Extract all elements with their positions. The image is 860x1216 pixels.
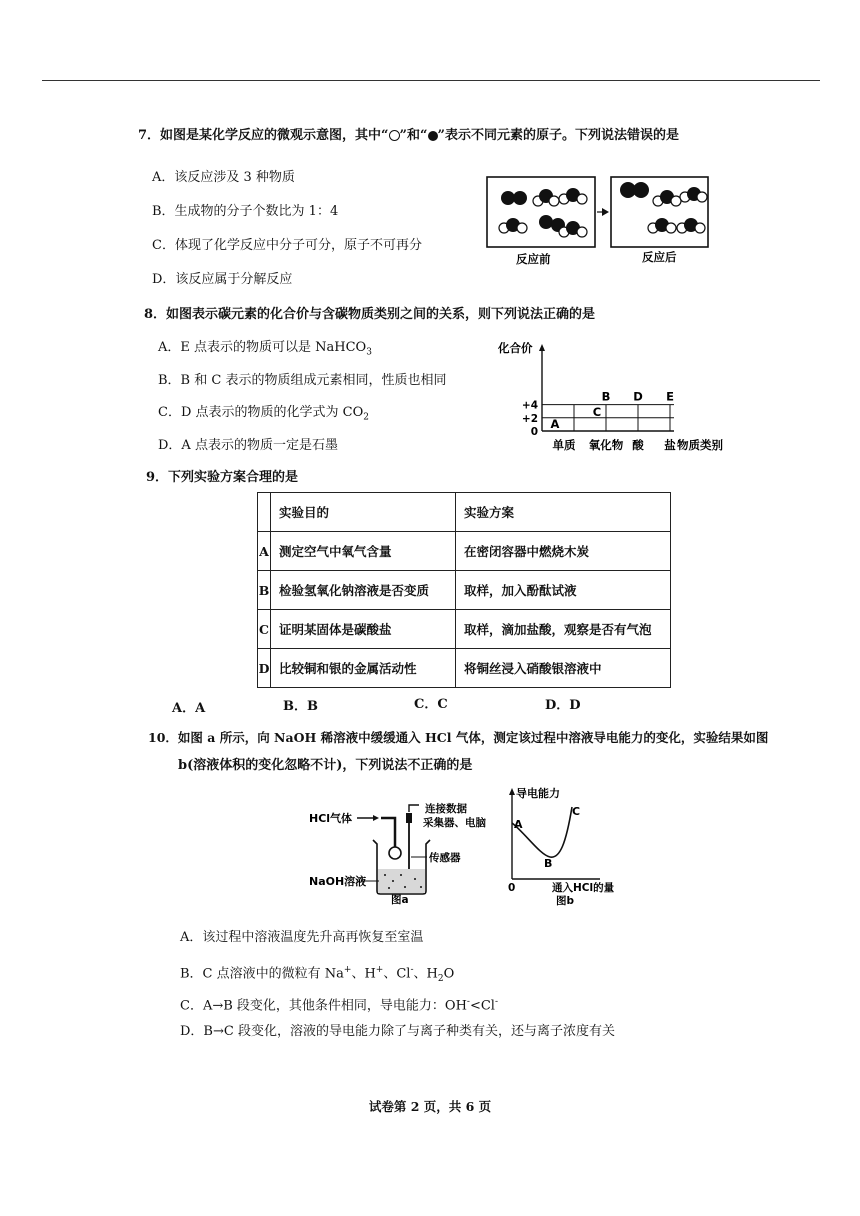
q7-option-d: D．该反应属于分解反应: [152, 272, 293, 287]
before-label: 反应前: [516, 252, 551, 266]
q8-option-a: [158, 340, 372, 361]
valence-tick-label: +2: [521, 412, 538, 425]
q8-option-c-sub: 2: [363, 412, 369, 423]
q10-stem-line2: b(溶液体积的变化忽略不计)，下列说法不正确的是: [178, 758, 473, 773]
valence-chart-ylabel: 化合价: [498, 341, 533, 355]
table-cell: 在密闭容器中燃烧木炭: [456, 532, 671, 571]
q7-stem-part2: ”和“: [399, 128, 428, 143]
q10-option-c: [180, 994, 498, 1014]
q10-b-text-3: 、Cl: [383, 966, 411, 982]
q8-option-a-text: A．E 点表示的物质可以是 NaHCO: [158, 340, 367, 355]
valence-tick-label: +4: [521, 399, 538, 412]
after-label: 反应后: [642, 250, 677, 264]
connect-label-1: 连接数据: [425, 803, 467, 815]
naoh-solution: [378, 869, 425, 893]
q10-b-sup-1: +: [343, 965, 352, 975]
q10-b-sub: 2: [437, 973, 444, 984]
valence-y-arrow: [539, 344, 545, 351]
valence-chart-ticks: [522, 400, 538, 438]
q7-stem-part3: ”表示不同元素的原子。下列说法错误的是: [437, 128, 679, 143]
table-cell: 将铜丝浸入硝酸银溶液中: [456, 649, 671, 688]
valence-point-label: A: [550, 417, 560, 431]
q8-option-c: [158, 405, 369, 426]
after-molecules: [620, 182, 707, 233]
connect-label-2: 采集器、电脑: [423, 817, 486, 829]
q7-option-b: B．生成物的分子个数比为 1：4: [152, 204, 339, 219]
sensor-head: [406, 813, 412, 823]
gas-bulb: [389, 847, 401, 859]
table-row: [258, 610, 671, 649]
q10-option-a: A．该过程中溶液温度先升高再恢复至室温: [180, 930, 424, 945]
q10-stem-line1: 10．如图 a 所示，向 NaOH 稀溶液中缓缓通入 HCl 气体，测定该过程中溶液导电能力的变化，实验结果如图: [148, 730, 769, 745]
valence-category-label: 盐: [664, 438, 676, 452]
valence-point-label: C: [592, 404, 602, 419]
q7-option-c: C．体现了化学反应中分子可分，原子不可再分: [152, 238, 422, 253]
table-cell: 取样，加入酚酞试液: [456, 571, 671, 610]
valence-point-label: E: [666, 389, 674, 404]
q7-option-a: A．该反应涉及 3 种物质: [152, 170, 295, 185]
conductivity-chart: [500, 783, 640, 911]
q10-b-text-1: B．C 点溶液中的微粒有 Na: [180, 966, 344, 982]
table-row: [258, 649, 671, 688]
conductivity-xlabel: 通入HCl的量: [552, 882, 615, 894]
q10-c-sup-2: -: [494, 997, 499, 1007]
q10-b-text-5: O: [443, 966, 455, 982]
q9-table: [257, 492, 671, 688]
valence-chart: [495, 338, 745, 456]
conductivity-point-label: C: [572, 805, 581, 818]
valence-point-label: D: [633, 389, 643, 404]
conductivity-curve: [512, 807, 572, 857]
q10-option-d: D．B→C 段变化，溶液的导电能力除了与离子种类有关，还与离子浓度有关: [180, 1024, 615, 1039]
conductivity-point-label: B: [544, 857, 553, 870]
q10-b-sup-2: +: [375, 965, 384, 975]
q10-c-text-1: C．A→B 段变化，其他条件相同，导电能力：OH: [180, 998, 467, 1014]
valence-category-label: 酸: [632, 438, 644, 452]
reaction-arrow-head: [602, 208, 609, 216]
q7-reaction-diagram: [478, 170, 728, 270]
white-atom-icon: [389, 130, 400, 141]
figure-a-caption: 图a: [391, 894, 409, 906]
q9-choice-d: D．D: [545, 698, 581, 713]
conductivity-origin: 0: [508, 882, 516, 894]
q10-b-text-4: 、H: [413, 966, 438, 982]
q8-stem: 8．如图表示碳元素的化合价与含碳物质类别之间的关系，则下列说法正确的是: [144, 307, 596, 322]
table-cell: 取样，滴加盐酸，观察是否有气泡: [456, 610, 671, 649]
q10-b-sup-3: -: [410, 965, 414, 975]
sensor-cable: [409, 805, 419, 812]
q10-c-text-2: <Cl: [469, 998, 495, 1014]
q9-header-cell: 实验方案: [456, 493, 671, 532]
hcl-gas-label: HCl气体: [309, 812, 353, 825]
table-cell: A: [258, 532, 271, 571]
table-cell: 测定空气中氧气含量: [271, 532, 456, 571]
q9-header-cell: [258, 493, 271, 532]
conductivity-point-label: A: [514, 818, 523, 831]
black-atom-icon: [428, 131, 438, 141]
q10-option-b: [180, 962, 454, 987]
valence-tick-label: 0: [530, 426, 538, 438]
valence-chart-points: [551, 390, 675, 431]
page-footer: 试卷第 2 页，共 6 页: [368, 1099, 492, 1114]
q7-stem-part1: 7．如图是某化学反应的微观示意图，其中“: [138, 128, 389, 143]
q8-option-d: D．A 点表示的物质一定是石墨: [158, 438, 338, 453]
valence-category-label: 氧化物: [588, 438, 624, 452]
q8-option-b: B．B 和 C 表示的物质组成元素相同，性质也相同: [158, 373, 447, 388]
valence-category-label: 单质: [552, 438, 576, 452]
table-row: [258, 571, 671, 610]
conductivity-ylabel: 导电能力: [516, 787, 560, 800]
figure-a-apparatus: [305, 795, 495, 907]
naoh-label: NaOH溶液: [309, 875, 367, 888]
q9-choice-b: B．B: [283, 699, 318, 714]
q9-choice-c: C．C: [414, 697, 448, 712]
valence-chart-xlabel: 物质类别: [677, 438, 723, 452]
q10-c-sup-1: -: [466, 997, 470, 1007]
q7-stem: [138, 128, 679, 144]
table-cell: 比较铜和银的金属活动性: [271, 649, 456, 688]
table-row: [258, 532, 671, 571]
q9-choice-a: A．A: [172, 701, 206, 716]
valence-chart-categories: [553, 438, 677, 452]
y-axis-arrow: [509, 788, 515, 795]
q8-option-c-text: C．D 点表示的物质的化学式为 CO: [158, 405, 364, 420]
conductivity-caption: 图b: [556, 895, 575, 907]
table-cell: D: [258, 649, 271, 688]
table-cell: B: [258, 571, 271, 610]
gas-arrow-head: [373, 815, 379, 821]
q8-option-a-sub: 3: [366, 347, 372, 358]
q9-table-header: [258, 493, 671, 532]
q9-stem: 9．下列实验方案合理的是: [146, 470, 299, 485]
table-cell: 检验氢氧化钠溶液是否变质: [271, 571, 456, 610]
table-cell: 证明某固体是碳酸盐: [271, 610, 456, 649]
q9-header-cell: 实验目的: [271, 493, 456, 532]
table-cell: C: [258, 610, 271, 649]
valence-point-label: B: [601, 389, 611, 404]
sensor-label: 传感器: [429, 852, 461, 864]
q10-b-text-2: 、H: [351, 966, 376, 982]
before-molecules: [499, 188, 587, 237]
header-rule: [42, 80, 820, 81]
